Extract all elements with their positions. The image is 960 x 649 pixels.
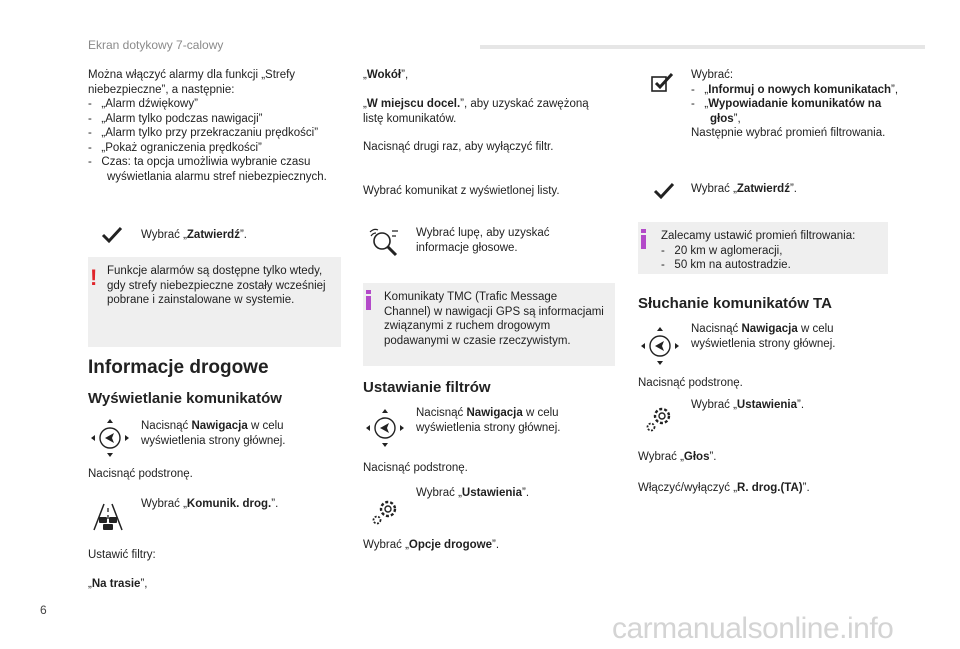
info-icon xyxy=(366,290,371,310)
checkbox-check-icon xyxy=(650,72,674,94)
press-again-text: Nacisnąć drugi raz, aby wyłączyć filtr. xyxy=(363,141,554,153)
alarms-intro: Można włączyć alarmy dla funkcji „Strefy niebezpieczne”, a następnie: xyxy=(88,69,296,96)
check-icon xyxy=(653,182,675,200)
traffic-info-instruction: Wybrać „Komunik. drog.”. xyxy=(141,498,279,510)
warning-box xyxy=(88,257,341,347)
subheading-display-messages: Wyświetlanie komunikatów xyxy=(88,390,282,407)
set-filters-text: Ustawić filtry: xyxy=(88,549,156,561)
list-item: - 50 km na autostradzie. xyxy=(661,259,791,271)
exclamation-icon: ! xyxy=(90,265,98,290)
tmc-info-box xyxy=(363,283,615,366)
voice-instruction: Wybrać „Głos”. xyxy=(638,451,717,463)
watermark: carmanualsonline.info xyxy=(612,612,894,645)
list-item: - „Alarm tylko podczas nawigacji” xyxy=(88,112,263,125)
page-header: Ekran dotykowy 7-calowy xyxy=(88,38,224,52)
recommendation-text: Zalecamy ustawić promień filtrowania: - 20 km w aglomeracji, - 50 km na autostradzie. xyxy=(661,229,886,273)
filter-at-destination: „W miejscu docel.”, aby uzyskać zawężoną listę komunikatów. xyxy=(363,98,589,125)
tmc-info-text: Komunikaty TMC (Trafic Message Channel) w nawigacji GPS są informacjami związanymi z ruchem drogowym podawanymi w czasie rzeczywistym. xyxy=(384,291,604,347)
header-rule xyxy=(480,45,925,49)
subpage-instruction: Nacisnąć podstronę. xyxy=(638,377,743,389)
navigation-instruction: Nacisnąć Nawigacja w celu wyświetlenia strony głównej. xyxy=(141,420,286,447)
check-icon xyxy=(101,226,123,244)
page-number: 6 xyxy=(40,603,47,617)
traffic-icon xyxy=(90,500,126,534)
navigation-icon xyxy=(638,322,682,370)
list-item: - „Alarm tylko przy przekraczaniu prędkości” xyxy=(88,127,319,139)
subpage-instruction: Nacisnąć podstronę. xyxy=(363,462,468,474)
ta-toggle-instruction: Włączyć/wyłączyć „R. drog.(TA)”. xyxy=(638,482,810,494)
settings-instruction: Wybrać „Ustawienia”. xyxy=(416,487,530,499)
confirm-instruction: Wybrać „Zatwierdź”. xyxy=(141,229,247,241)
navigation-instruction: Nacisnąć Nawigacja w celu wyświetlenia strony głównej. xyxy=(691,323,836,350)
road-options-instruction: Wybrać „Opcje drogowe”. xyxy=(363,539,500,551)
list-item: - Czas: ta opcja umożliwia wybranie czasu wyświetlania alarmu stref niebezpiecznych. xyxy=(88,156,327,183)
list-item: - „Informuj o nowych komunikatach”, xyxy=(691,83,899,96)
settings-gear-icon xyxy=(371,497,401,527)
magnifier-instruction: Wybrać lupę, aby uzyskać informacje głosowe. xyxy=(416,227,550,254)
filter-on-route: „Na trasie”, xyxy=(88,578,148,590)
list-item: - „Wypowiadanie komunikatów na głos”, xyxy=(691,98,882,125)
navigation-icon xyxy=(88,414,132,462)
filter-around: „Wokół”, xyxy=(363,69,409,81)
section-heading-filters: Ustawianie filtrów xyxy=(363,379,491,396)
magnifier-voice-icon xyxy=(368,227,402,261)
list-item: - 20 km w aglomeracji, xyxy=(661,244,783,257)
alarm-options-list xyxy=(88,97,348,184)
navigation-instruction: Nacisnąć Nawigacja w celu wyświetlenia strony głównej. xyxy=(416,407,561,434)
subpage-instruction: Nacisnąć podstronę. xyxy=(88,468,193,480)
recommendation-box xyxy=(638,222,888,274)
list-item: - „Pokaż ograniczenia prędkości” xyxy=(88,141,262,154)
confirm-instruction: Wybrać „Zatwierdź”. xyxy=(691,183,797,195)
section-heading-ta: Słuchanie komunikatów TA xyxy=(638,295,832,312)
settings-gear-icon xyxy=(645,404,675,434)
navigation-icon xyxy=(363,404,407,452)
select-message-text: Wybrać komunikat z wyświetlonej listy. xyxy=(363,185,560,197)
list-item: - „Alarm dźwiękowy” xyxy=(88,98,198,110)
select-options: Wybrać: - „Informuj o nowych komunikatach”, - „Wypowiadanie komunikatów na głos”, Następnie wybrać promień filtrowania. xyxy=(691,68,901,141)
settings-instruction: Wybrać „Ustawienia”. xyxy=(691,399,805,411)
info-icon xyxy=(641,229,646,249)
section-heading-traffic: Informacje drogowe xyxy=(88,357,269,378)
warning-text: Funkcje alarmów są dostępne tylko wtedy, gdy strefy niebezpieczne zostały wcześniej pobrane i zainstalowane w systemie. xyxy=(107,265,326,306)
